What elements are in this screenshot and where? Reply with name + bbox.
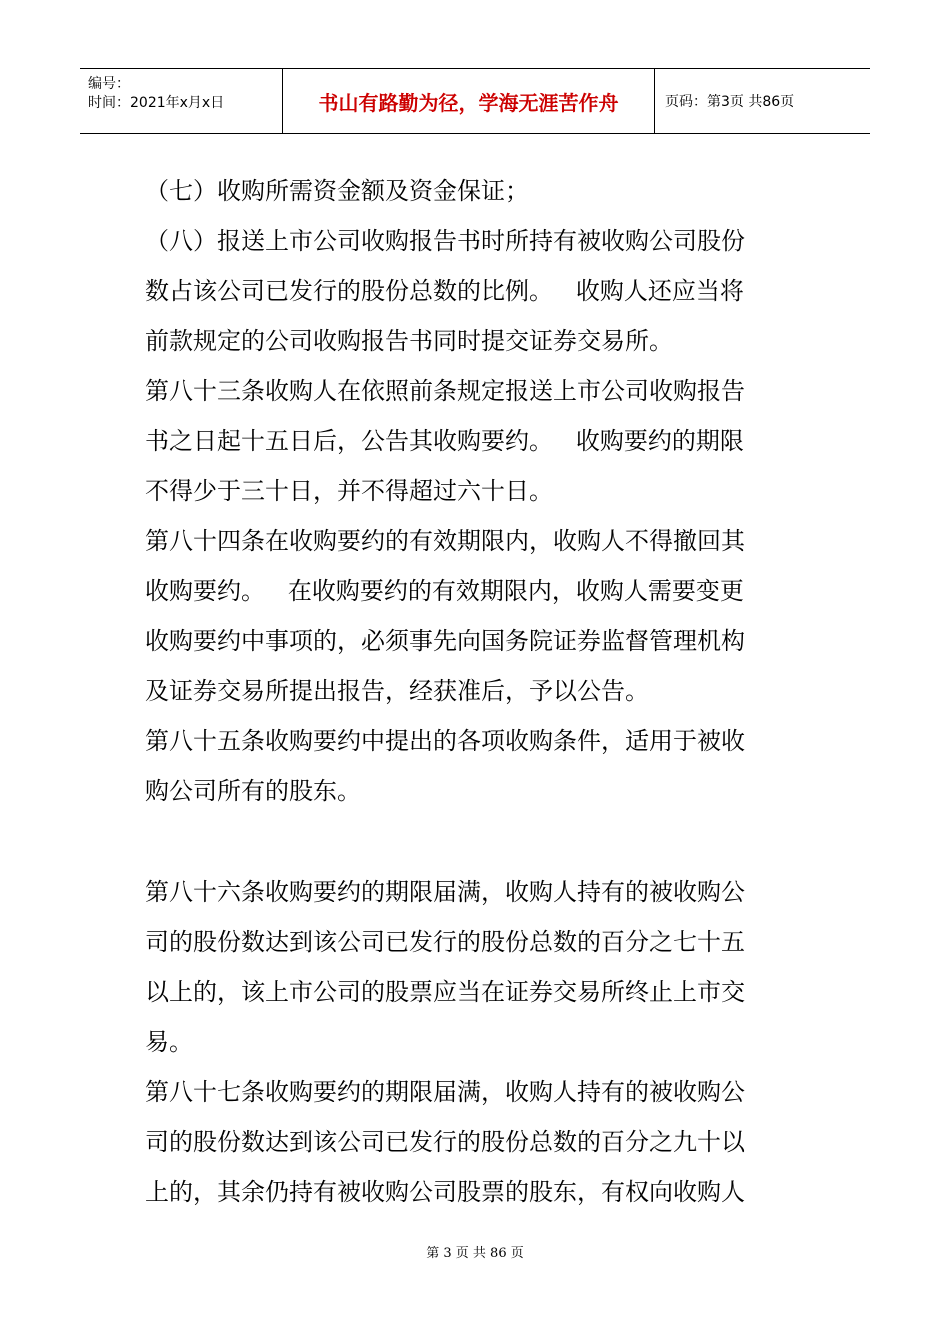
paragraph-gap bbox=[145, 816, 810, 867]
body-line: 上的，其余仍持有被收购公司股票的股东，有权向收购人 bbox=[145, 1178, 745, 1206]
body-line: 司的股份数达到该公司已发行的股份总数的百分之九十以 bbox=[145, 1128, 745, 1156]
body-line: 收购要约中事项的，必须事先向国务院证券监督管理机构 bbox=[145, 627, 745, 655]
page-footer: 第 3 页 共 86 页 bbox=[426, 1246, 524, 1261]
body-line: 收购要约。 在收购要约的有效期限内，收购人需要变更 bbox=[145, 577, 744, 605]
document-date: 时间：2021年x月x日 bbox=[88, 95, 225, 111]
body-line: 第八十五条收购要约中提出的各项收购条件，适用于被收 bbox=[145, 727, 745, 755]
body-line: 第八十三条收购人在依照前条规定报送上市公司收购报告 bbox=[145, 377, 745, 405]
body-line: 数占该公司已发行的股份总数的比例。 收购人还应当将 bbox=[145, 277, 744, 305]
body-line: 易。 bbox=[145, 1028, 193, 1056]
header-page-info: 页码：第3页 共86页 bbox=[665, 94, 795, 110]
header-meta bbox=[80, 69, 283, 133]
header-motto: 书山有路勤为径，学海无涯苦作舟 bbox=[283, 69, 655, 133]
body-line: 第八十六条收购要约的期限届满，收购人持有的被收购公 bbox=[145, 878, 745, 906]
body-line: 不得少于三十日，并不得超过六十日。 bbox=[145, 477, 553, 505]
page-header bbox=[80, 68, 870, 134]
body-line: 第八十七条收购要约的期限届满，收购人持有的被收购公 bbox=[145, 1078, 745, 1106]
body-line: 前款规定的公司收购报告书同时提交证券交易所。 bbox=[145, 327, 673, 355]
document-body bbox=[145, 166, 810, 1217]
body-line: （七）收购所需资金额及资金保证； bbox=[145, 177, 529, 205]
body-line: 以上的，该上市公司的股票应当在证券交易所终止上市交 bbox=[145, 978, 745, 1006]
body-line: 书之日起十五日后，公告其收购要约。 收购要约的期限 bbox=[145, 427, 744, 455]
body-line: （八）报送上市公司收购报告书时所持有被收购公司股份 bbox=[145, 227, 745, 255]
body-line: 及证券交易所提出报告，经获准后，予以公告。 bbox=[145, 677, 649, 705]
body-line: 购公司所有的股东。 bbox=[145, 777, 361, 805]
body-line: 第八十四条在收购要约的有效期限内，收购人不得撤回其 bbox=[145, 527, 745, 555]
body-line: 司的股份数达到该公司已发行的股份总数的百分之七十五 bbox=[145, 928, 745, 956]
document-number-label: 编号： bbox=[88, 76, 130, 92]
